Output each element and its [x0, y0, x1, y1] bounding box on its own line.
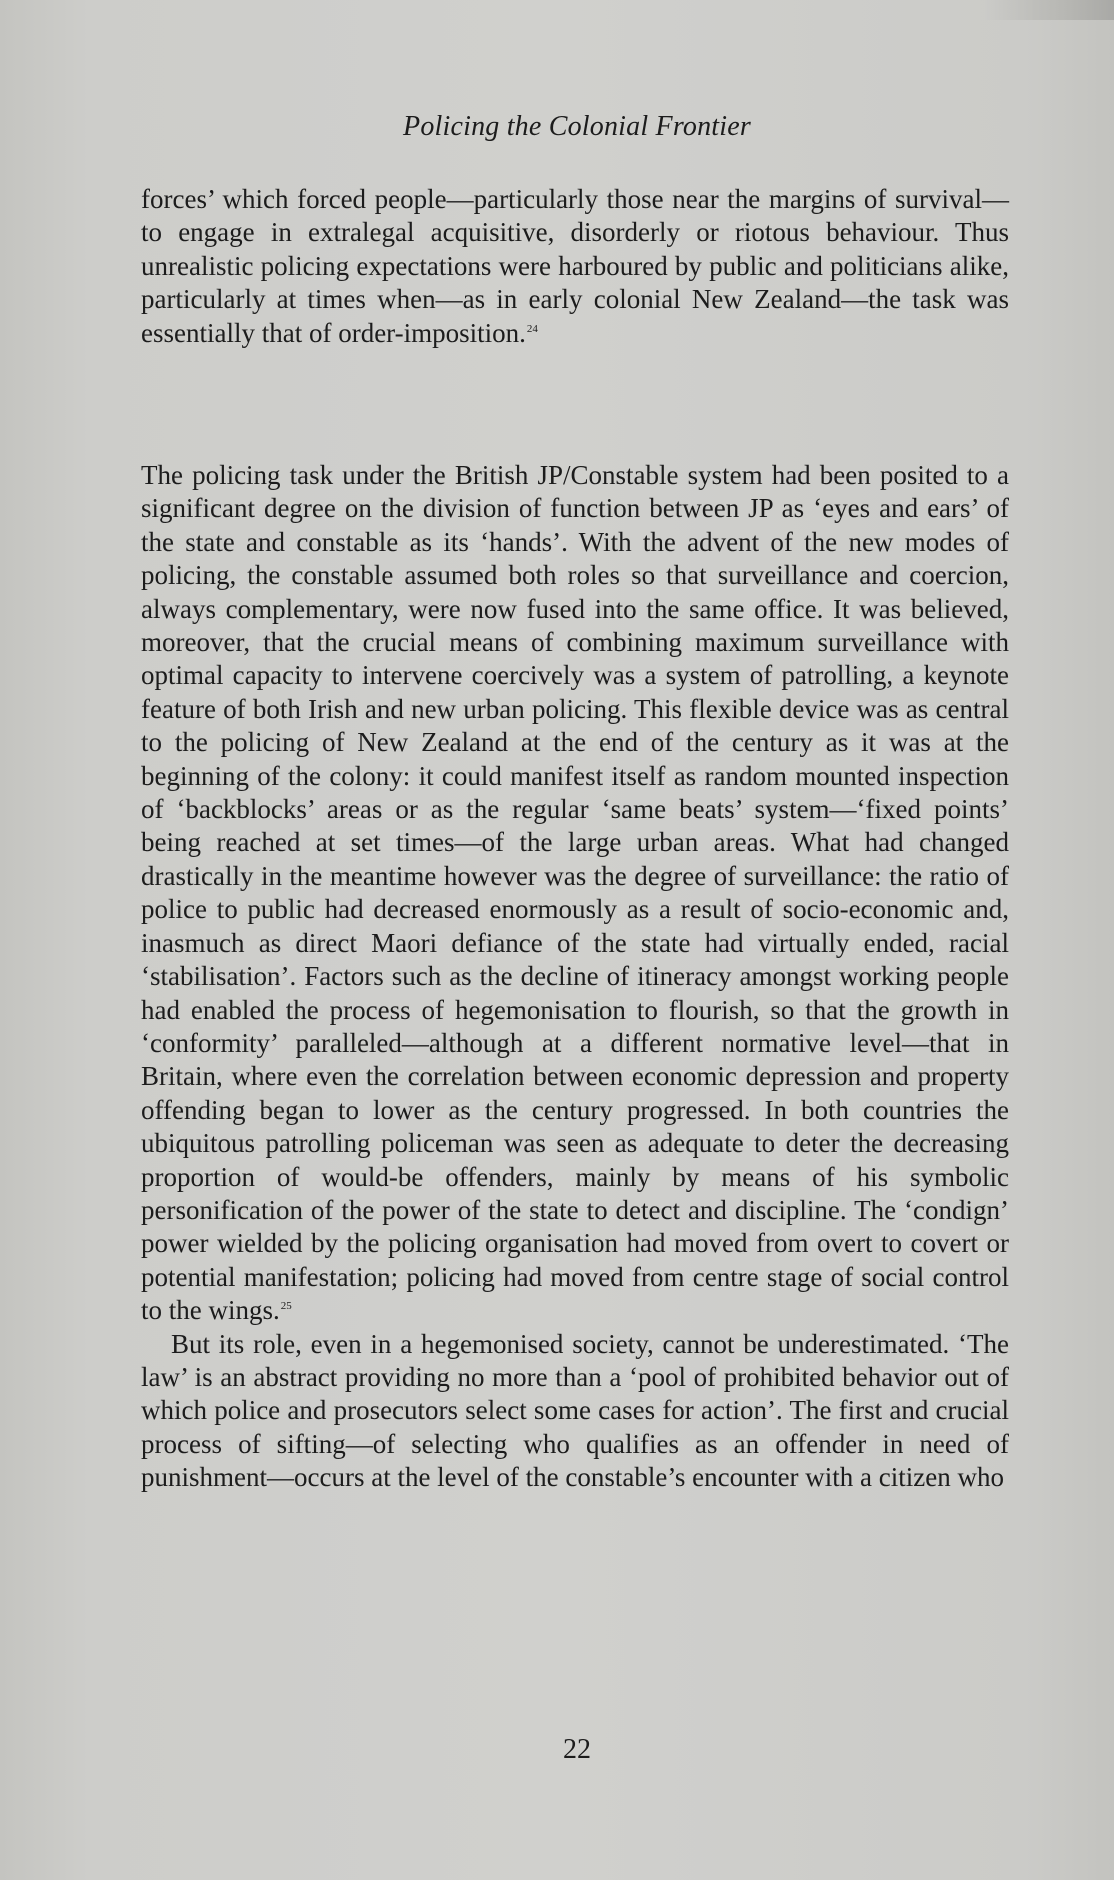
paragraph-3: [141, 1328, 1009, 1495]
text-block-top: [141, 183, 1009, 350]
text-block-main: [141, 459, 1009, 1495]
running-head-title: Policing the Colonial Frontier: [403, 111, 751, 142]
paragraph-1: [141, 183, 1009, 350]
paragraph-3-text: But its role, even in a hegemonised society, cannot be underestimated. ‘The law’ is an abstract providing no more than a ‘pool of prohibited behavior out of which police and prosecutors select some cases for action’. The first and crucial process of sifting—of selecting who qualifies as an offender in need of punishment—occurs at the level of the constable’s encounter with a citizen who: [141, 1328, 1009, 1493]
footnote-ref-25: 25: [280, 1300, 292, 1313]
footnote-ref-24: 24: [526, 322, 538, 335]
paragraph-2-text: The policing task under the British JP/Constable system had been posited to a significant degree on the division of function between JP as ‘eyes and ears’ of the state and constable as its ‘hands’. With the advent of the new modes of policing, the constable assumed both roles so that surveillance and coercion, always complementary, were now fused into the same office. It was believed, moreover, that the crucial means of combining maximum surveillance with optimal capacity to intervene coercively was a system of patrolling, a keynote feature of both Irish and new urban policing. This flexible device was as central to the policing of New Zealand at the end of the century as it was at the beginning of the colony: it could manifest itself as random mounted inspection of ‘backblocks’ areas or as the regular ‘same beats’ system—‘fixed points’ being reached at set times—of the large urban areas. What had changed drastically in the meantime however was the degree of surveillance: the ratio of police to public had decreased enormously as a result of socio-economic and, inasmuch as direct Maori defiance of the state had virtually ended, racial ‘stabilisation’. Factors such as the decline of itineracy amongst working people had enabled the process of hegemonisation to flourish, so that the growth in ‘conformity’ paralleled—although at a different normative level—that in Britain, where even the correlation between economic depression and property offending began to lower as the century progressed. In both countries the ubiquitous patrolling policeman was seen as adequate to deter the decreasing proportion of would-be offenders, mainly by means of his symbolic personification of the power of the state to detect and discipline. The ‘condign’ power wielded by the policing organisation had moved from overt to covert or potential manifestation; policing had moved from centre stage of social control to the wings.: [141, 460, 1009, 1326]
paragraph-2: [141, 459, 1009, 1328]
scan-edge-shadow: [984, 0, 1114, 20]
page-number: 22: [563, 1734, 591, 1765]
paragraph-1-text: forces’ which forced people—particularly those near the margins of survival—to engage in extralegal acquisitive, disorderly or riotous behaviour. Thus unrealistic policing expectations were harboured by public and politicians alike, particularly at times when—as in early colonial New Zealand—the task was essentially that of order-imposition.: [141, 184, 1009, 348]
